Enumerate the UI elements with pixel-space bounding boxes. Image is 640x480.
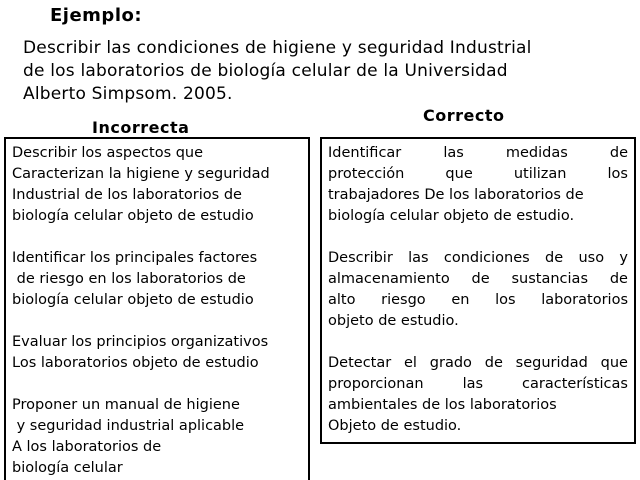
objective-line xyxy=(328,353,628,374)
correct-objective-item xyxy=(328,248,628,332)
word: Identificar xyxy=(328,145,402,161)
word: alto xyxy=(328,292,356,308)
intro-line: Describir las condiciones de higiene y seguridad Industrial xyxy=(23,38,532,58)
objective-line: trabajadores De los laboratorios de xyxy=(328,187,584,203)
objective-line: objeto de estudio. xyxy=(328,313,459,329)
word: los xyxy=(607,166,628,182)
word: riesgo xyxy=(381,292,426,308)
objective-line: Objeto de estudio. xyxy=(328,418,462,434)
word: que xyxy=(600,355,628,371)
word: seguridad xyxy=(515,355,588,371)
objective-line xyxy=(328,164,628,185)
example-heading: Ejemplo: xyxy=(50,5,143,26)
correct-column-title: Correcto xyxy=(423,106,505,125)
objective-line: Describir los aspectos que xyxy=(12,145,204,161)
word: de xyxy=(609,145,628,161)
word: y xyxy=(619,250,628,266)
word: grado xyxy=(429,355,472,371)
objective-line: y seguridad industrial aplicable xyxy=(12,418,245,434)
word: almacenamiento xyxy=(328,271,450,287)
word: Detectar xyxy=(328,355,392,371)
objective-line: Proponer un manual de higiene xyxy=(12,397,240,413)
word: sustancias xyxy=(511,271,589,287)
word: en xyxy=(451,292,470,308)
word: uso xyxy=(578,250,605,266)
word: las xyxy=(408,250,429,266)
word: las xyxy=(443,145,464,161)
correct-objective-item xyxy=(328,143,628,227)
word: las xyxy=(462,376,484,392)
objective-line: biología celular objeto de estudio xyxy=(12,292,254,308)
word: laboratorios xyxy=(541,292,628,308)
incorrect-objective-item xyxy=(12,332,302,374)
word: de xyxy=(545,250,564,266)
incorrect-objective-item xyxy=(12,395,302,479)
objective-line: biología celular objeto de estudio. xyxy=(328,208,575,224)
word: condiciones xyxy=(443,250,530,266)
objective-line: ambientales de los laboratorios xyxy=(328,397,557,413)
objective-line xyxy=(328,290,628,311)
objective-line xyxy=(328,248,628,269)
word: utilizan xyxy=(513,166,567,182)
word: de xyxy=(484,355,503,371)
objective-line: Los laboratorios objeto de estudio xyxy=(12,355,259,371)
intro-line: Alberto Simpsom. 2005. xyxy=(23,84,233,104)
incorrect-objective-item xyxy=(12,143,302,227)
word: de xyxy=(609,271,628,287)
objective-line: biología celular xyxy=(12,460,123,476)
word: los xyxy=(495,292,516,308)
word: características xyxy=(522,376,628,392)
objective-line xyxy=(328,374,628,395)
word: protección xyxy=(328,166,405,182)
incorrect-objective-item xyxy=(12,248,302,311)
correct-objectives-box xyxy=(320,137,636,444)
word: medidas xyxy=(505,145,568,161)
incorrect-objectives-box xyxy=(4,137,310,480)
objective-line: A los laboratorios de xyxy=(12,439,162,455)
objective-line: Caracterizan la higiene y seguridad xyxy=(12,166,270,182)
objective-line xyxy=(328,269,628,290)
objective-line xyxy=(328,143,628,164)
objective-line: Identificar los principales factores xyxy=(12,250,258,266)
word: Describir xyxy=(328,250,393,266)
objective-line: de riesgo en los laboratorios de xyxy=(12,271,246,287)
intro-paragraph xyxy=(23,37,603,106)
word: que xyxy=(445,166,473,182)
word: de xyxy=(471,271,490,287)
word: proporcionan xyxy=(328,376,424,392)
incorrect-column-title: Incorrecta xyxy=(92,118,190,137)
word: el xyxy=(404,355,417,371)
intro-line: de los laboratorios de biología celular de la Universidad xyxy=(23,61,508,81)
correct-objective-item xyxy=(328,353,628,437)
objective-line: biología celular objeto de estudio xyxy=(12,208,254,224)
objective-line: Evaluar los principios organizativos xyxy=(12,334,269,350)
objective-line: Industrial de los laboratorios de xyxy=(12,187,242,203)
